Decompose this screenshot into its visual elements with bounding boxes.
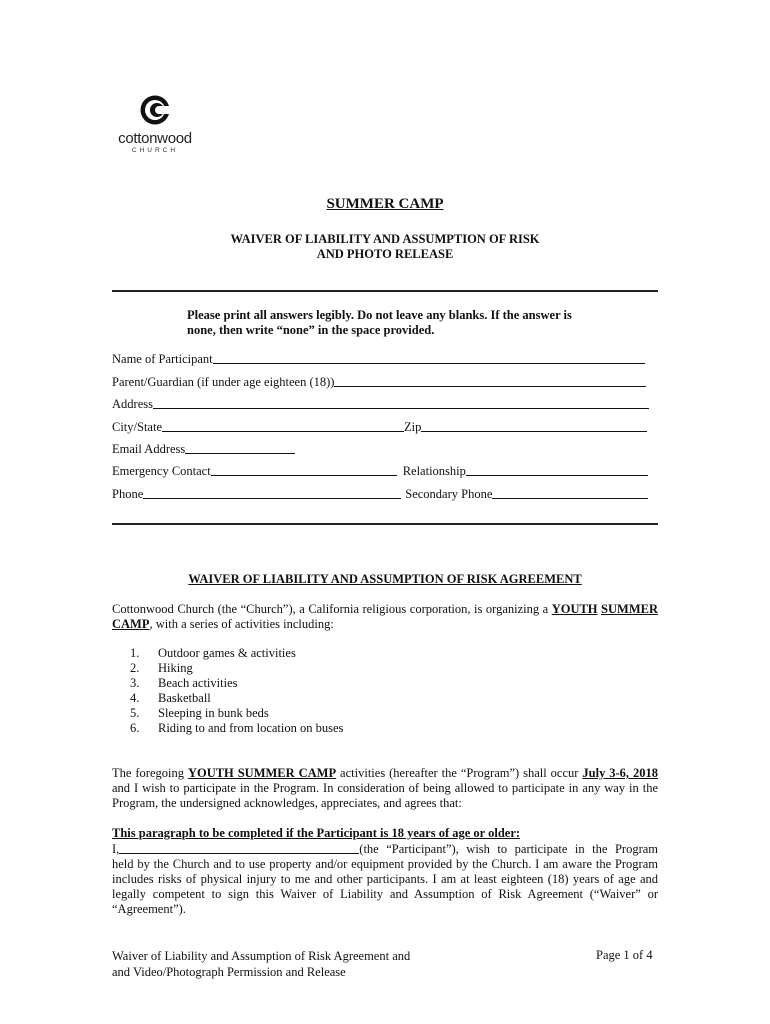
adult-i: I, [112, 842, 120, 856]
intro-text-end: , with a series of activities including: [149, 617, 334, 631]
instructions [187, 308, 607, 338]
name-row [112, 351, 645, 367]
top-divider [112, 290, 658, 292]
subtitle-line-2: AND PHOTO RELEASE [316, 247, 454, 261]
emergency-label: Emergency Contact [112, 464, 211, 478]
bottom-divider [112, 523, 658, 525]
instructions-line-1: Please print all answers legibly. Do not leave any blanks. If the answer is [187, 308, 572, 322]
address-row [112, 396, 649, 412]
list-number: 2. [130, 661, 140, 675]
list-number: 1. [130, 646, 140, 660]
footer-line-2: and Video/Photograph Permission and Release [112, 965, 346, 979]
logo-wordmark: cottonwood [118, 130, 192, 147]
zip-label: Zip [404, 420, 422, 434]
list-text: Sleeping in bunk beds [158, 706, 269, 720]
city-field[interactable] [162, 419, 404, 432]
address-label: Address [112, 397, 153, 411]
foregoing-text: The foregoing [112, 766, 188, 780]
adult-heading: This paragraph to be completed if the Participant is 18 years of age or older: [112, 826, 521, 840]
email-field[interactable] [185, 441, 295, 454]
logo-subtitle: CHURCH [131, 147, 179, 154]
agreement-heading: WAIVER OF LIABILITY AND ASSUMPTION OF RISK AGREEMENT [188, 572, 582, 586]
city-label: City/State [112, 420, 162, 434]
adult-text-1: (the “Participant”), wish to participate in the Program [359, 842, 658, 856]
intro-youth: YOUTH [551, 602, 598, 616]
page-number: Page 1 of 4 [596, 948, 653, 962]
church-logo [110, 92, 200, 154]
footer-line-1: Waiver of Liability and Assumption of Risk Agreement and [112, 949, 411, 963]
page-title: SUMMER CAMP [326, 196, 444, 212]
foregoing-text-end: and I wish to participate in the Program. In consideration of being allowed to participate in any way in the Program, the undersigned acknowledges, appreciates, and agrees that: [112, 781, 658, 810]
footer-document-title [112, 948, 410, 980]
list-number: 4. [130, 691, 140, 705]
name-field[interactable] [213, 351, 645, 364]
guardian-field[interactable] [334, 374, 646, 387]
adult-participant-line [112, 841, 658, 857]
guardian-label: Parent/Guardian (if under age eighteen (18)) [112, 375, 335, 389]
secondary-phone-label: Secondary Phone [405, 487, 493, 501]
list-text: Beach activities [158, 676, 238, 690]
foregoing-program-name: YOUTH SUMMER CAMP [187, 766, 337, 780]
phone-label: Phone [112, 487, 144, 501]
intro-paragraph [112, 602, 658, 632]
email-row [112, 441, 295, 457]
list-item [130, 646, 343, 661]
city-zip-row [112, 419, 647, 435]
emergency-field[interactable] [211, 463, 397, 476]
list-text: Basketball [158, 691, 211, 705]
zip-field[interactable] [421, 419, 647, 432]
list-item [130, 676, 343, 691]
name-label: Name of Participant [112, 352, 213, 366]
list-number: 6. [130, 721, 140, 735]
email-label: Email Address [112, 442, 186, 456]
activities-list [130, 646, 343, 736]
relationship-label: Relationship [402, 464, 466, 478]
list-number: 3. [130, 676, 140, 690]
list-item [130, 691, 343, 706]
list-text: Riding to and from location on buses [158, 721, 344, 735]
list-number: 5. [130, 706, 140, 720]
intro-text: Cottonwood Church (the “Church”), a California religious corporation, is organizing a [112, 602, 552, 616]
intro-summer-camp: SUMMER CAMP [112, 602, 658, 631]
address-field[interactable] [153, 396, 649, 409]
foregoing-paragraph [112, 766, 658, 811]
list-item [130, 661, 343, 676]
list-text: Outdoor games & activities [158, 646, 296, 660]
adult-text-2: held by the Church and to use property and/or equipment provided by the Church. I am aware the Program includes risks of physical injury to me and other participants. I am at least eighteen (18) years of age and legally competent to sign this Waiver of Liability and Assumption of Risk Agreement (“Waiver” or “Agreement”). [112, 857, 658, 916]
subtitle-line-1: WAIVER OF LIABILITY AND ASSUMPTION OF RISK [230, 232, 540, 246]
list-item [130, 706, 343, 721]
phone-row [112, 486, 648, 502]
participant-name-field[interactable] [119, 841, 359, 854]
adult-paragraph [112, 826, 658, 917]
emergency-row [112, 463, 648, 479]
camp-dates: July 3-6, 2018 [582, 766, 659, 780]
list-text: Hiking [158, 661, 193, 675]
foregoing-text-mid: activities (hereafter the “Program”) shall occur [336, 766, 583, 780]
relationship-field[interactable] [466, 463, 648, 476]
instructions-line-2: none, then write “none” in the space provided. [187, 323, 435, 337]
guardian-row [112, 374, 646, 390]
phone-field[interactable] [143, 486, 401, 499]
secondary-phone-field[interactable] [492, 486, 648, 499]
page-subtitle [0, 232, 770, 262]
list-item [130, 721, 343, 736]
cottonwood-c-icon [140, 92, 170, 128]
